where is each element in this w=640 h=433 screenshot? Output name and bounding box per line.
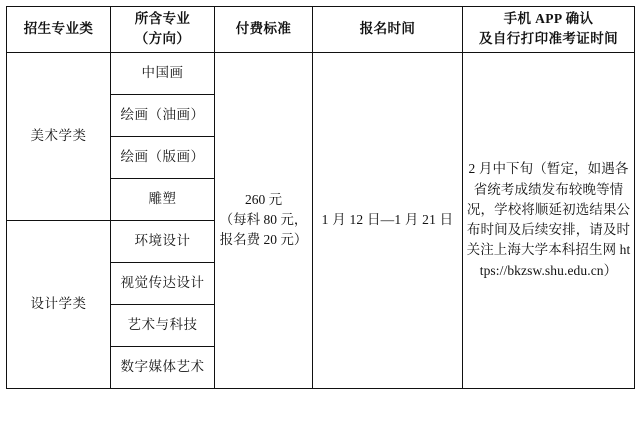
header-cell-confirm-time bbox=[463, 7, 635, 53]
header-confirm-line2: 及自行打印准考证时间 bbox=[479, 31, 618, 47]
major-cell: 艺术与科技 bbox=[111, 304, 215, 346]
fee-cell bbox=[215, 52, 313, 388]
fee-line3: 报名费 20 元） bbox=[219, 232, 308, 248]
category-cell-design: 设计学类 bbox=[7, 220, 111, 388]
header-major-line2: （方向） bbox=[134, 31, 191, 47]
major-cell: 绘画（版画） bbox=[111, 136, 215, 178]
header-cell-category bbox=[7, 7, 111, 53]
document-page bbox=[0, 6, 640, 433]
category-cell-fine-arts: 美术学类 bbox=[7, 52, 111, 220]
fee-line2: （每科 80 元， bbox=[219, 211, 308, 227]
signup-time-cell: 1 月 12 日—1 月 21 日 bbox=[313, 52, 463, 388]
header-cell-major bbox=[111, 7, 215, 53]
major-cell: 视觉传达设计 bbox=[111, 262, 215, 304]
fee-line1: 260 元 bbox=[244, 191, 283, 207]
header-signup-line1: 报名时间 bbox=[359, 21, 416, 37]
major-cell: 绘画（油画） bbox=[111, 94, 215, 136]
major-cell: 雕塑 bbox=[111, 178, 215, 220]
major-cell: 环境设计 bbox=[111, 220, 215, 262]
enrollment-table bbox=[6, 6, 635, 389]
header-category-line1: 招生专业类 bbox=[23, 21, 94, 37]
table-row bbox=[7, 52, 635, 94]
header-cell-signup-time bbox=[313, 7, 463, 53]
table-header-row bbox=[7, 7, 635, 53]
header-confirm-line1: 手机 APP 确认 bbox=[503, 11, 594, 26]
major-cell: 数字媒体艺术 bbox=[111, 346, 215, 388]
confirm-note-cell: 2 月中下旬（暂定，如遇各省统考成绩发布较晚等情况，学校将顺延初选结果公布时间及后续安排，请及时关注上海大学本科招生网 https://bkzsw.shu.edu.cn） bbox=[463, 52, 635, 388]
header-cell-fee bbox=[215, 7, 313, 53]
major-cell: 中国画 bbox=[111, 52, 215, 94]
header-fee-line1: 付费标准 bbox=[235, 21, 292, 37]
header-major-line1: 所含专业 bbox=[134, 11, 191, 26]
